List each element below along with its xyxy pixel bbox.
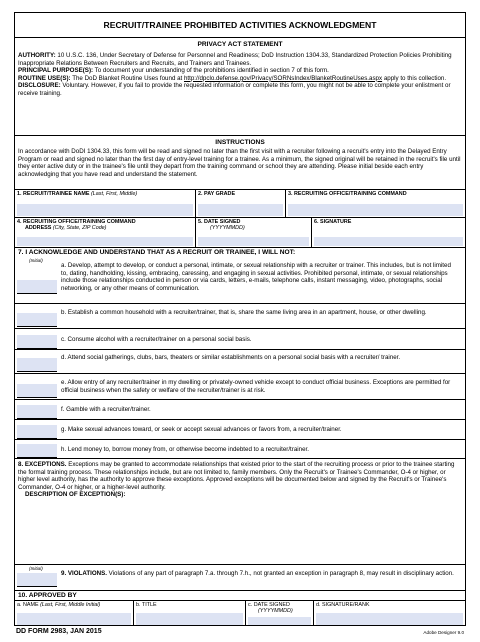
- approver-title-cell: [133, 601, 245, 626]
- purpose-text: To document your understanding of the prohibitions identified in section 7 of this form.: [93, 67, 329, 75]
- approver-date-label: c. DATE SIGNED (YYYYMMDD): [248, 602, 293, 615]
- item-7a: [15, 257, 465, 303]
- disclosure-label: DISCLOSURE:: [18, 82, 61, 90]
- section-9-text: [61, 570, 459, 578]
- privacy-authority: [15, 52, 465, 67]
- approver-date-input[interactable]: [248, 617, 311, 625]
- purpose-label: PRINCIPAL PURPOSE(S):: [18, 67, 94, 75]
- approver-title-label: b. TITLE: [136, 602, 157, 608]
- section-7-heading: 7. I ACKNOWLEDGE AND UNDERSTAND THAT AS A RECRUIT OR TRAINEE, I WILL NOT:: [18, 249, 296, 256]
- initial-7h-input[interactable]: [17, 444, 57, 458]
- field-6-label: 6. SIGNATURE: [314, 219, 352, 225]
- field-1-cell: [15, 190, 195, 217]
- approver-name-input[interactable]: [17, 613, 131, 625]
- approver-signature-input[interactable]: [316, 613, 463, 625]
- approver-name-label: a. NAME (Last, First, Middle Initial): [17, 602, 101, 608]
- initial-7c-input[interactable]: [17, 335, 57, 349]
- authority-label: AUTHORITY:: [18, 52, 56, 59]
- authority-text: 10 U.S.C. 136, Under Secretary of Defense for Personnel and Readiness; DoD Instruction 1304.33, Standardized Protection Policies Prohibiting Inappropriate Relations Between Recruiters and Recruits, and Trainers and Trainees.: [18, 52, 452, 67]
- initial-7g-input[interactable]: [17, 425, 57, 439]
- pay-grade-input[interactable]: [198, 204, 283, 216]
- item-7g: [15, 419, 465, 439]
- recruit-name-input[interactable]: [17, 204, 193, 216]
- field-3-cell: [285, 190, 465, 217]
- field-5-label: 5. DATE SIGNED (YYYYMMDD): [198, 219, 245, 232]
- fields-row-1: [15, 189, 465, 217]
- approver-signature-label: d. SIGNATURE/RANK: [316, 602, 370, 608]
- privacy-routine: [15, 75, 465, 83]
- approver-title-input[interactable]: [136, 613, 243, 625]
- form-number: DD FORM 2983, JAN 2015: [16, 628, 102, 635]
- instructions-section: [15, 135, 465, 189]
- section-9-body: Violations of any part of paragraph 7.a. through 7.h., not granted an exception in paragraph 8, may result in disciplinary action.: [106, 570, 454, 577]
- privacy-section: [15, 37, 465, 135]
- field-3-label: 3. RECRUITING OFFICE/TRAINING COMMAND: [288, 191, 407, 197]
- item-7a-text: a. Develop, attempt to develop, or conduct a personal, intimate, or sexual relationship with a recruiter or trainer. This includes, but is not limited to, dating, handholding, kissing, embracing, caressing, and engaging in sexual activities. Prohibited personal, intimate, or sexual relationships include those relationships conducted in person or via cards, letters, e-mails, telephone calls, instant messaging, video, photographs, social networking, or any other means of communication.: [61, 262, 451, 292]
- item-7h: [15, 439, 465, 458]
- initial-7e-input[interactable]: [17, 384, 57, 398]
- field-4-cell: [15, 218, 195, 247]
- initial-7d-input[interactable]: [17, 358, 57, 372]
- exception-description-input[interactable]: [17, 511, 463, 561]
- initial-7b-input[interactable]: [17, 313, 57, 327]
- item-7e-text: e. Allow entry of any recruiter/trainer in my dwelling or privately-owned vehicle except to conduct official business. Exceptions are permitted for official business when the safety or welfare of the recruiter/trainer is at risk.: [61, 379, 451, 394]
- fields-row-2: [15, 217, 465, 247]
- approver-name-cell: [15, 601, 133, 626]
- item-7b: [15, 303, 465, 328]
- section-8-body: Exceptions may be granted to accommodate relationships that existed prior to the start of the recruiting process or prior to the trainee starting the formal training process. These relationships include, but are not limited to, family members. Only the Recruit's or Trainee's Commander, O-4 or higher, or higher level authority, has the authority to approve these exceptions. Approved exceptions will be documented below and signed by the Recruit's or Trainee's Commander, O-4 or higher, or a higher-level authority.: [18, 461, 455, 491]
- item-7g-text: g. Make sexual advances toward, or seek or accept sexual advances or favors from, a recruiter/trainer.: [61, 426, 342, 433]
- section-10-heading-row: [15, 590, 465, 600]
- routine-text: The DoD Blanket Routine Uses found at: [70, 74, 184, 82]
- item-7c-text: c. Consume alcohol with a recruiter/trainer on a personal social basis.: [61, 336, 252, 343]
- initial-label: (Initial): [29, 258, 43, 263]
- field-5-cell: [195, 218, 311, 247]
- item-7e: [15, 373, 465, 399]
- field-6-cell: [311, 218, 465, 247]
- privacy-heading: PRIVACY ACT STATEMENT: [197, 41, 283, 48]
- section-10-fields: [15, 600, 465, 626]
- initial-9-input[interactable]: [17, 573, 57, 587]
- item-7c: [15, 328, 465, 349]
- item-7b-text: b. Establish a common household with a recruiter/trainer, that is, share the same living area in an apartment, house, or other dwelling.: [61, 309, 427, 316]
- instructions-heading: INSTRUCTIONS: [215, 139, 265, 146]
- section-8-text: [15, 461, 465, 491]
- initial-7a-input[interactable]: [17, 280, 57, 294]
- date-signed-input[interactable]: [198, 237, 309, 246]
- software-label: Adobe Designer 9.0: [423, 630, 464, 635]
- field-2-cell: [195, 190, 285, 217]
- privacy-disclosure: [15, 82, 465, 97]
- section-9-label: 9. VIOLATIONS.: [61, 570, 107, 577]
- field-2-label: 2. PAY GRADE: [198, 191, 236, 197]
- item-7d-text: d. Attend social gatherings, clubs, bars, theaters or similar establishments on a personal social basis with a recruiter/ trainer.: [61, 354, 401, 361]
- exception-description-label: DESCRIPTION OF EXCEPTION(S):: [25, 491, 126, 499]
- field-4-label: 4. RECRUITING OFFICE/TRAINING COMMAND ADDRESS (City, State, ZIP Code): [17, 219, 136, 232]
- field-1-label: 1. RECRUIT/TRAINEE NAME (Last, First, Middle): [17, 191, 138, 197]
- instructions-text: In accordance with DoDI 1304.33, this form will be read and signed no later than the first visit with a recruiter following a recruit's entry into the Delayed Entry Program or read and signed no later than the first day of entry-level training for a trainee. As a minimum, the signed original will be retained in the recruit's file until they enter active duty or in the trainee's file until they depart from the training command or school they are attending. Please initial beside each entry acknowledging that you have read and understand the statement.: [18, 148, 461, 178]
- signature-input[interactable]: [314, 237, 463, 246]
- disclosure-text: Voluntary. However, if you fail to provide the requested information or complete this form, you might not be able to complete your enlistment or receive training.: [18, 82, 451, 97]
- section-9: [15, 564, 465, 590]
- routine-label: ROUTINE USE(S):: [18, 74, 71, 82]
- item-7d: [15, 349, 465, 373]
- privacy-purpose: [15, 67, 465, 75]
- command-address-input[interactable]: [17, 237, 193, 246]
- routine-uses-link[interactable]: http://dpclo.defense.gov/Privacy/SORNsIndex/BlanketRoutineUses.aspx: [183, 74, 383, 82]
- section-10-heading: 10. APPROVED BY: [18, 592, 77, 599]
- item-7h-text: h. Lend money to, borrow money from, or otherwise become indebted to a recruiter/trainer.: [61, 446, 309, 453]
- section-8-label: 8. EXCEPTIONS.: [18, 461, 67, 468]
- item-7f: [15, 399, 465, 419]
- recruiting-office-input[interactable]: [288, 204, 463, 216]
- initial-label-9: (Initial): [29, 566, 43, 571]
- routine-tail: apply to this collection.: [382, 74, 447, 82]
- section-7-heading-row: [15, 247, 465, 257]
- form-title: RECRUIT/TRAINEE PROHIBITED ACTIVITIES ACKNOWLEDGMENT: [103, 20, 377, 30]
- approver-date-cell: [245, 601, 313, 626]
- section-8: [15, 458, 465, 564]
- initial-7f-input[interactable]: [17, 405, 57, 419]
- item-7f-text: f. Gamble with a recruiter/trainer.: [61, 406, 151, 413]
- approver-signature-cell: [313, 601, 465, 626]
- form-frame: [14, 12, 466, 626]
